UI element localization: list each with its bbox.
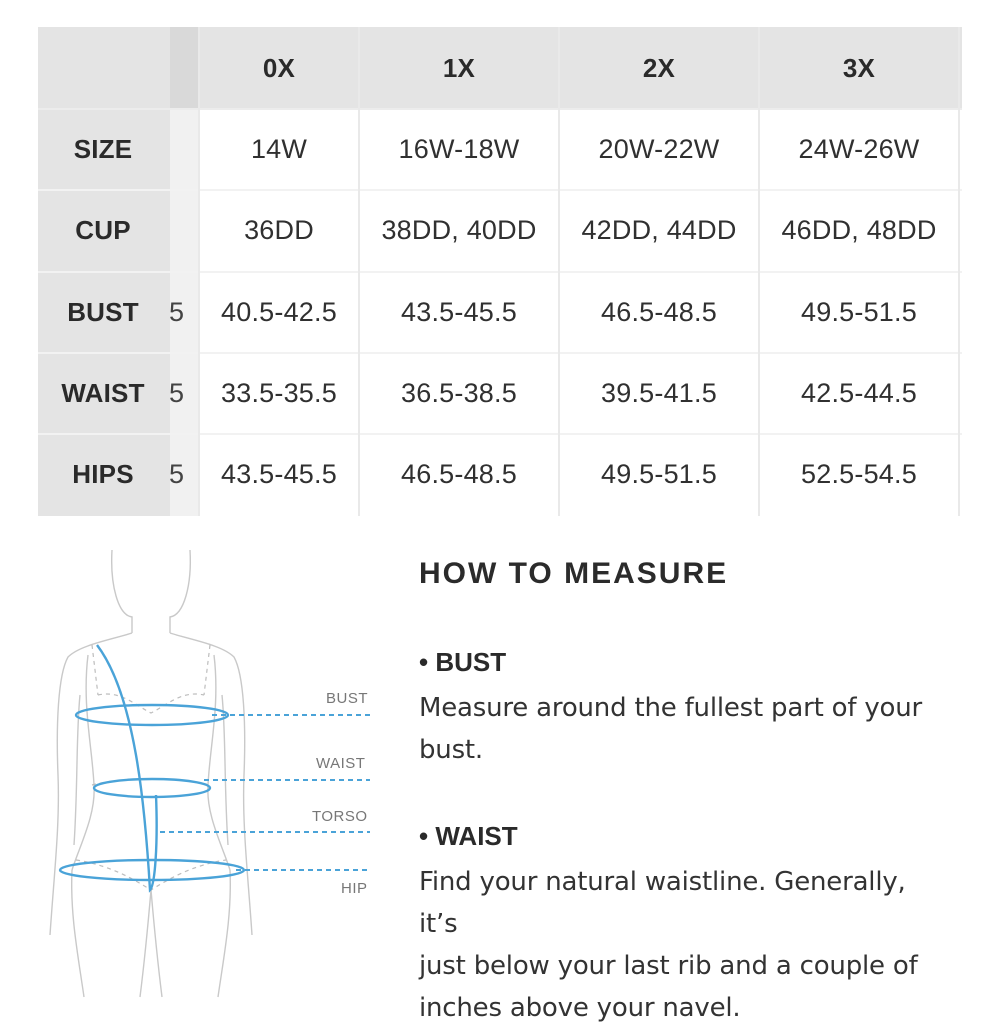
bust-instruction-heading: • BUST xyxy=(419,647,507,677)
clipped-cell-fragment: 5 xyxy=(168,459,184,489)
clipped-cell-fragment: 5 xyxy=(168,378,184,408)
table-cell: 49.5-51.5 xyxy=(801,297,917,327)
table-cell: 24W-26W xyxy=(798,134,920,164)
waist-instruction-text xyxy=(419,861,949,1029)
bust-line-label: BUST xyxy=(326,690,369,707)
table-cell: 46.5-48.5 xyxy=(601,297,717,327)
column-divider xyxy=(958,27,960,516)
table-cell: 38DD, 40DD xyxy=(381,215,537,245)
row-header-cup: CUP xyxy=(75,215,131,245)
table-cell: 39.5-41.5 xyxy=(601,378,717,408)
table-cell: 40.5-42.5 xyxy=(221,297,337,327)
table-cell: 36DD xyxy=(244,215,314,245)
instruction-line: just below your last rib and a couple of xyxy=(419,951,918,981)
row-header-bust: BUST xyxy=(67,297,139,327)
column-header-0x: 0X xyxy=(262,52,296,83)
instruction-line: bust. xyxy=(419,735,483,765)
table-cell: 46.5-48.5 xyxy=(401,459,517,489)
waist-line-label: WAIST xyxy=(316,755,366,772)
table-cell: 33.5-35.5 xyxy=(221,378,337,408)
hip-line-label: HIP xyxy=(341,880,368,897)
table-cell: 36.5-38.5 xyxy=(401,378,517,408)
header-scroll-overlap xyxy=(170,27,200,109)
column-header-3x: 3X xyxy=(842,52,876,83)
instruction-line: Find your natural waistline. Generally, it’s xyxy=(419,867,906,939)
row-header-hips: HIPS xyxy=(72,459,134,489)
row-header-size: SIZE xyxy=(73,134,133,164)
table-cell: 46DD, 48DD xyxy=(781,215,937,245)
waist-instruction-heading: • WAIST xyxy=(419,821,518,851)
row-header-waist: WAIST xyxy=(61,378,145,408)
table-cell: 49.5-51.5 xyxy=(601,459,717,489)
table-cell: 42.5-44.5 xyxy=(801,378,917,408)
body-outline-graphic xyxy=(40,545,380,1000)
table-cell: 16W-18W xyxy=(398,134,520,164)
how-to-measure-title: HOW TO MEASURE xyxy=(419,557,729,590)
column-header-1x: 1X xyxy=(442,52,476,83)
column-header-2x: 2X xyxy=(642,52,676,83)
table-cell: 43.5-45.5 xyxy=(221,459,337,489)
torso-line-label: TORSO xyxy=(312,808,368,825)
table-cell: 42DD, 44DD xyxy=(581,215,737,245)
size-chart-table xyxy=(38,27,962,516)
body-measurement-illustration xyxy=(40,545,380,1000)
table-cell: 20W-22W xyxy=(598,134,720,164)
table-cell: 52.5-54.5 xyxy=(801,459,917,489)
table-cell: 43.5-45.5 xyxy=(401,297,517,327)
instruction-line: Measure around the fullest part of your xyxy=(419,693,923,723)
clipped-cell-fragment: 5 xyxy=(168,297,184,327)
table-cell: 14W xyxy=(250,134,308,164)
instruction-line: inches above your navel. xyxy=(419,993,741,1023)
bust-instruction-text xyxy=(419,687,949,771)
